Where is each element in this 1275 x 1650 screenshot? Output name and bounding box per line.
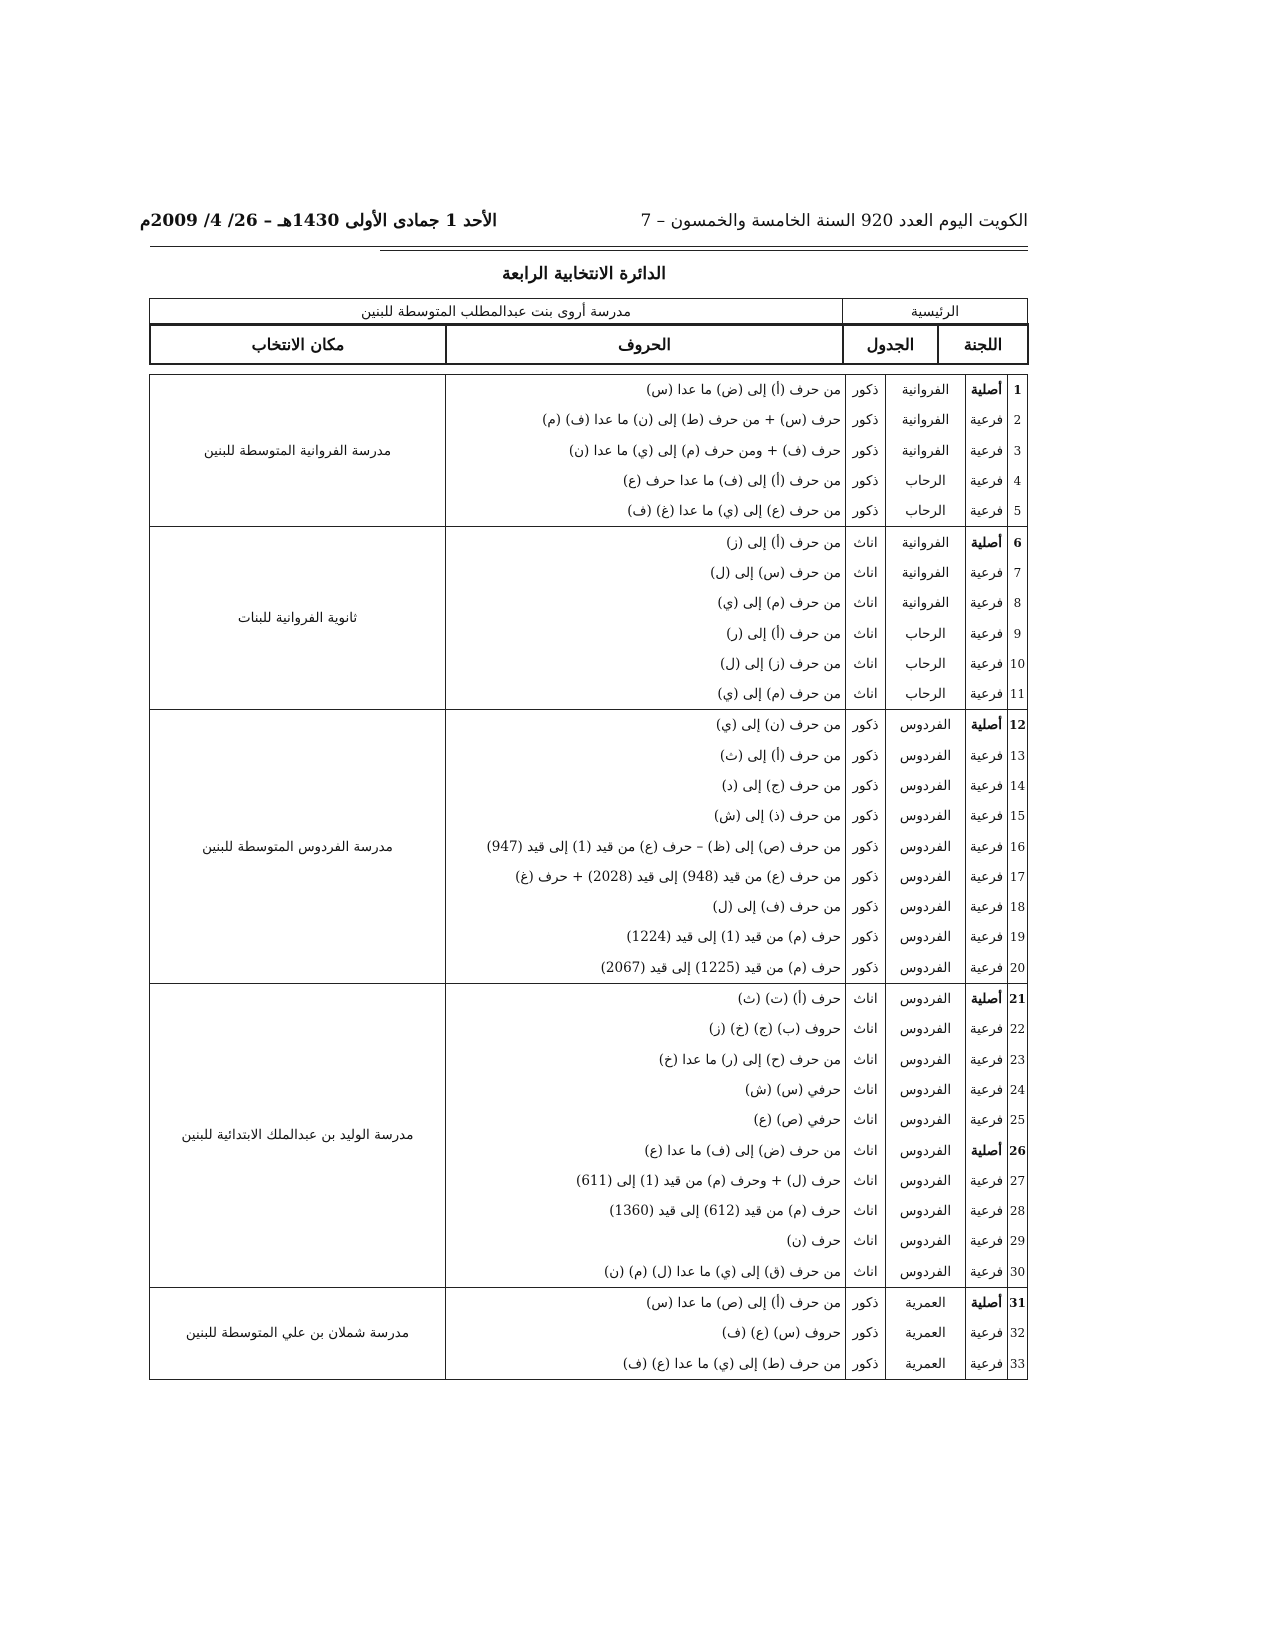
row-letters: من حرف (ق) إلى (ي) ما عدا (ل) (م) (ن) [446,1257,846,1288]
main-label: الرئيسية [843,299,1028,326]
row-number: 26 [1008,1135,1028,1165]
row-area: الفردوس [886,831,966,861]
row-area: الفردوس [886,1014,966,1044]
page-header [140,207,1028,247]
row-number: 16 [1008,831,1028,861]
row-committee-type: فرعية [966,679,1008,710]
row-committee-type: فرعية [966,405,1008,435]
row-number: 9 [1008,618,1028,648]
row-number: 27 [1008,1166,1028,1196]
row-gender: ذكور [846,1318,886,1348]
row-committee-type: فرعية [966,1318,1008,1348]
row-letters: من حرف (أ) إلى (ض) ما عدا (س) [446,375,846,406]
row-number: 25 [1008,1105,1028,1135]
row-gender: ذكور [846,801,886,831]
row-gender: ذكور [846,953,886,984]
row-committee-type: فرعية [966,922,1008,952]
row-letters: حرف (م) من قيد (1) إلى قيد (1224) [446,922,846,952]
header-issue-info: الكويت اليوم العدد 920 السنة الخامسة والخمسون – 7 [640,211,1028,231]
row-letters: حرف (أ) (ت) (ث) [446,983,846,1014]
row-letters: من حرف (م) إلى (ي) [446,679,846,710]
col-table: الجدول [843,324,938,364]
row-number: 8 [1008,588,1028,618]
table-row [150,527,1028,558]
row-number: 4 [1008,466,1028,496]
row-gender: اناث [846,983,886,1014]
row-letters: حرف (ل) + وحرف (م) من قيد (1) إلى (611) [446,1166,846,1196]
election-place: مدرسة الفروانية المتوسطة للبنين [150,375,446,527]
row-letters: من حرف (أ) إلى (ز) [446,527,846,558]
row-committee-type: فرعية [966,436,1008,466]
table-row [150,983,1028,1014]
row-letters: من حرف (ع) من قيد (948) إلى قيد (2028) + حرف (غ) [446,862,846,892]
row-letters: من حرف (أ) إلى (ث) [446,741,846,771]
row-gender: ذكور [846,741,886,771]
column-header-row [150,324,1028,364]
row-letters: حرف (س) + من حرف (ط) إلى (ن) ما عدا (ف) (م) [446,405,846,435]
row-gender: اناث [846,1166,886,1196]
row-gender: ذكور [846,436,886,466]
row-letters: من حرف (أ) إلى (ف) ما عدا حرف (ع) [446,466,846,496]
row-gender: ذكور [846,375,886,406]
row-gender: ذكور [846,831,886,861]
row-area: الفردوس [886,953,966,984]
row-area: الفردوس [886,1075,966,1105]
row-area: الفروانية [886,405,966,435]
row-number: 15 [1008,801,1028,831]
row-area: الفردوس [886,801,966,831]
row-number: 20 [1008,953,1028,984]
row-letters: حرف (ف) + ومن حرف (م) إلى (ي) ما عدا (ن) [446,436,846,466]
row-gender: اناث [846,588,886,618]
table-row [150,710,1028,741]
row-area: الرحاب [886,679,966,710]
row-letters: حرفي (ص) (ع) [446,1105,846,1135]
row-committee-type: فرعية [966,892,1008,922]
election-place: مدرسة شملان بن علي المتوسطة للبنين [150,1287,446,1379]
row-area: الفردوس [886,741,966,771]
row-committee-type: فرعية [966,1226,1008,1256]
table-row [150,1287,1028,1318]
row-number: 29 [1008,1226,1028,1256]
row-area: الفردوس [886,1196,966,1226]
row-number: 7 [1008,558,1028,588]
row-committee-type: فرعية [966,588,1008,618]
row-letters: من حرف (ح) إلى (ر) ما عدا (خ) [446,1045,846,1075]
main-school-row [150,299,1028,326]
row-area: الفردوس [886,1045,966,1075]
row-number: 10 [1008,649,1028,679]
row-number: 14 [1008,771,1028,801]
row-gender: ذكور [846,771,886,801]
row-area: الفردوس [886,771,966,801]
row-gender: اناث [846,1014,886,1044]
row-area: الرحاب [886,618,966,648]
col-letters: الحروف [446,324,843,364]
row-area: الفردوس [886,922,966,952]
row-area: الرحاب [886,496,966,527]
row-committee-type: فرعية [966,771,1008,801]
row-gender: ذكور [846,862,886,892]
row-area: الرحاب [886,466,966,496]
row-gender: اناث [846,649,886,679]
row-letters: حرف (م) من قيد (612) إلى قيد (1360) [446,1196,846,1226]
row-number: 5 [1008,496,1028,527]
row-committee-type: فرعية [966,649,1008,679]
row-letters: من حرف (ط) إلى (ي) ما عدا (ع) (ف) [446,1349,846,1380]
row-letters: حروف (ب) (ج) (خ) (ز) [446,1014,846,1044]
row-number: 22 [1008,1014,1028,1044]
row-letters: حرف (ن) [446,1226,846,1256]
row-committee-type: أصلية [966,710,1008,741]
row-area: العمرية [886,1318,966,1348]
row-gender: اناث [846,1105,886,1135]
main-school-table [149,298,1028,326]
row-gender: اناث [846,618,886,648]
row-gender: ذكور [846,1287,886,1318]
row-number: 19 [1008,922,1028,952]
row-gender: اناث [846,1075,886,1105]
row-committee-type: أصلية [966,1135,1008,1165]
row-committee-type: فرعية [966,801,1008,831]
row-committee-type: فرعية [966,831,1008,861]
row-area: الفردوس [886,862,966,892]
row-area: الفروانية [886,436,966,466]
row-area: الفردوس [886,1226,966,1256]
row-number: 23 [1008,1045,1028,1075]
row-letters: من حرف (ج) إلى (د) [446,771,846,801]
header-divider-secondary [380,250,1028,251]
row-area: الفردوس [886,983,966,1014]
row-number: 13 [1008,741,1028,771]
row-committee-type: أصلية [966,527,1008,558]
row-gender: اناث [846,1196,886,1226]
row-committee-type: فرعية [966,1045,1008,1075]
row-gender: اناث [846,1045,886,1075]
row-committee-type: فرعية [966,466,1008,496]
row-number: 21 [1008,983,1028,1014]
page-title: الدائرة الانتخابية الرابعة [502,264,666,284]
row-area: الفردوس [886,892,966,922]
row-committee-type: فرعية [966,618,1008,648]
row-gender: اناث [846,1135,886,1165]
column-header-table [149,323,1029,365]
row-letters: من حرف (ص) إلى (ظ) – حرف (ع) من قيد (1) إلى قيد (947) [446,831,846,861]
row-letters: من حرف (ذ) إلى (ش) [446,801,846,831]
row-number: 17 [1008,862,1028,892]
row-letters: من حرف (س) إلى (ل) [446,558,846,588]
table-row [150,375,1028,406]
row-number: 1 [1008,375,1028,406]
row-area: الرحاب [886,649,966,679]
election-place: مدرسة الوليد بن عبدالملك الابتدائية للبنين [150,983,446,1287]
row-letters: حرفي (س) (ش) [446,1075,846,1105]
row-area: الفروانية [886,588,966,618]
row-committee-type: أصلية [966,1287,1008,1318]
row-area: الفردوس [886,710,966,741]
row-number: 6 [1008,527,1028,558]
header-divider [150,246,1028,247]
row-gender: ذكور [846,892,886,922]
row-number: 24 [1008,1075,1028,1105]
row-gender: اناث [846,558,886,588]
election-place: مدرسة الفردوس المتوسطة للبنين [150,710,446,984]
row-number: 11 [1008,679,1028,710]
row-committee-type: أصلية [966,983,1008,1014]
row-letters: من حرف (أ) إلى (ر) [446,618,846,648]
row-number: 33 [1008,1349,1028,1380]
row-gender: اناث [846,1257,886,1288]
row-number: 31 [1008,1287,1028,1318]
row-letters: من حرف (أ) إلى (ص) ما عدا (س) [446,1287,846,1318]
committees-table [149,374,1028,1380]
col-place: مكان الانتخاب [150,324,446,364]
row-committee-type: أصلية [966,375,1008,406]
row-committee-type: فرعية [966,1075,1008,1105]
row-committee-type: فرعية [966,1105,1008,1135]
row-number: 32 [1008,1318,1028,1348]
col-committee: اللجنة [938,324,1028,364]
row-area: الفروانية [886,527,966,558]
row-letters: من حرف (ض) إلى (ف) ما عدا (ع) [446,1135,846,1165]
main-school: مدرسة أروى بنت عبدالمطلب المتوسطة للبنين [150,299,843,326]
row-area: الفروانية [886,375,966,406]
row-letters: من حرف (ع) إلى (ي) ما عدا (غ) (ف) [446,496,846,527]
row-gender: ذكور [846,710,886,741]
row-area: الفردوس [886,1135,966,1165]
election-place: ثانوية الفروانية للبنات [150,527,446,710]
row-committee-type: فرعية [966,1257,1008,1288]
row-gender: اناث [846,527,886,558]
row-area: العمرية [886,1287,966,1318]
row-number: 3 [1008,436,1028,466]
row-number: 12 [1008,710,1028,741]
row-area: العمرية [886,1349,966,1380]
row-area: الفروانية [886,558,966,588]
row-area: الفردوس [886,1166,966,1196]
row-committee-type: فرعية [966,862,1008,892]
row-gender: اناث [846,679,886,710]
row-committee-type: فرعية [966,496,1008,527]
row-committee-type: فرعية [966,953,1008,984]
row-gender: ذكور [846,405,886,435]
row-number: 28 [1008,1196,1028,1226]
row-letters: حروف (س) (ع) (ف) [446,1318,846,1348]
row-letters: من حرف (م) إلى (ي) [446,588,846,618]
row-number: 30 [1008,1257,1028,1288]
row-gender: ذكور [846,466,886,496]
row-letters: حرف (م) من قيد (1225) إلى قيد (2067) [446,953,846,984]
row-number: 2 [1008,405,1028,435]
row-committee-type: فرعية [966,1349,1008,1380]
row-letters: من حرف (ز) إلى (ل) [446,649,846,679]
row-number: 18 [1008,892,1028,922]
header-date: الأحد 1 جمادى الأولى 1430هـ – 26/ 4/ 2009م [140,211,498,231]
row-gender: اناث [846,1226,886,1256]
row-committee-type: فرعية [966,1166,1008,1196]
row-committee-type: فرعية [966,1014,1008,1044]
row-committee-type: فرعية [966,1196,1008,1226]
row-letters: من حرف (ف) إلى (ل) [446,892,846,922]
row-area: الفردوس [886,1257,966,1288]
row-letters: من حرف (ن) إلى (ي) [446,710,846,741]
row-gender: ذكور [846,496,886,527]
row-gender: ذكور [846,1349,886,1380]
row-gender: ذكور [846,922,886,952]
row-committee-type: فرعية [966,558,1008,588]
row-committee-type: فرعية [966,741,1008,771]
row-area: الفردوس [886,1105,966,1135]
